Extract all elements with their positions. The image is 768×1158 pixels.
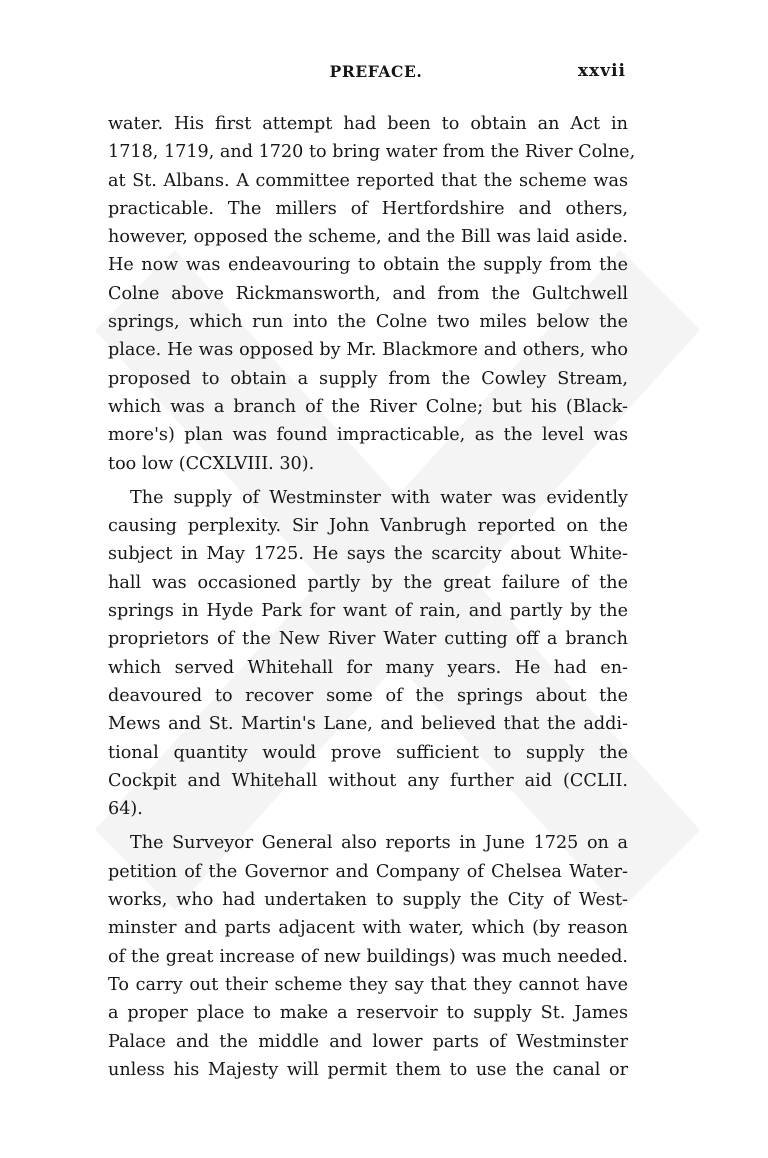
text-line: petition of the Governor and Company of Chelsea Water- [108,861,628,882]
text-line: He now was endeavouring to obtain the supply from the [108,255,628,276]
text-line: works, who had undertaken to supply the City of West- [108,890,628,911]
text-line: deavoured to recover some of the springs about the [108,685,628,706]
text-line: 1718, 1719, and 1720 to bring water from the River Colne, [108,142,636,163]
text-line: too low (CCXLVIII. 30). [108,453,315,474]
text-line: springs in Hyde Park for want of rain, and partly by the [108,601,628,622]
paragraph [108,484,628,824]
text-line: however, opposed the scheme, and the Bill was laid aside. [108,227,628,248]
text-line: a proper place to make a reservoir to supply St. James [108,1003,628,1024]
running-head: PREFACE. [329,62,423,81]
text-line: at St. Albans. A committee reported that the scheme was [108,170,628,191]
text-line: unless his Majesty will permit them to use the canal or [108,1059,628,1080]
text-line: To carry out their scheme they say that they cannot have [108,974,628,995]
text-line: proposed to obtain a supply from the Cowley Stream, [108,368,628,389]
text-line: The supply of Westminster with water was evidently [130,487,628,508]
text-line: place. He was opposed by Mr. Blackmore and others, who [108,340,628,361]
text-line: subject in May 1725. He says the scarcity about White- [108,544,628,565]
text-line: The Surveyor General also reports in June 1725 on a [130,833,628,854]
text-line: proprietors of the New River Water cutting off a branch [108,629,628,650]
text-line: hall was occasioned partly by the great failure of the [108,572,628,593]
text-line: springs, which run into the Colne two miles below the [108,312,628,333]
text-line: tional quantity would prove sufficient to supply the [108,742,628,763]
text-line: water. His first attempt had been to obtain an Act in [108,114,628,134]
paragraph [108,829,628,1084]
text-line: of the great increase of new buildings) was much needed. [108,946,628,967]
text-line: practicable. The millers of Hertfordshire and others, [108,198,628,219]
text-line: minster and parts adjacent with water, which (by reason [108,918,628,939]
text-line: which was a branch of the River Colne; but his (Black- [108,396,628,417]
page-number: xxvii [577,61,626,81]
paragraph [108,110,636,478]
text-line: which served Whitehall for many years. He had en- [108,657,628,678]
text-line: more's) plan was found impracticable, as the level was [108,425,628,446]
text-line: Palace and the middle and lower parts of Westminster [108,1031,628,1052]
text-line: Cockpit and Whitehall without any further aid (CCLII. [108,770,628,791]
text-line: Colne above Rickmansworth, and from the Gultchwell [108,283,628,304]
page-header [108,62,628,86]
text-line: causing perplexity. Sir John Vanbrugh reported on the [108,516,628,537]
body-text [108,110,636,1090]
text-line: Mews and St. Martin's Lane, and believed that the addi- [108,714,628,735]
text-line: 64). [108,799,143,820]
